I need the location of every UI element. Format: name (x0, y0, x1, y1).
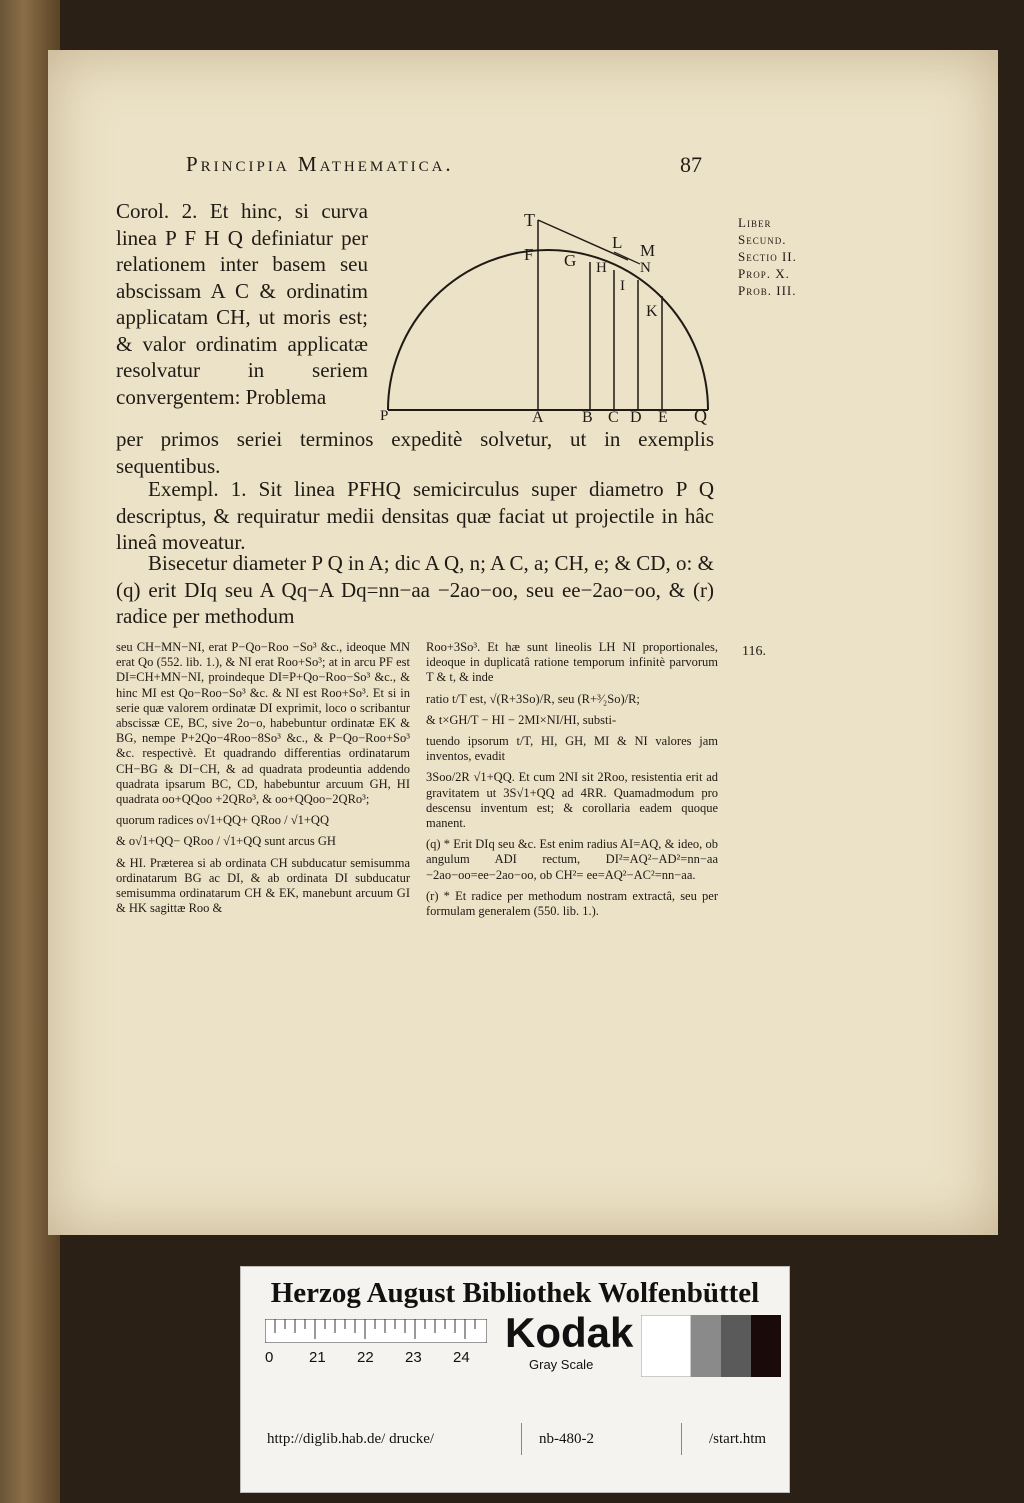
label-C: C (608, 409, 619, 426)
note-formula: quorum radices o√1+QQ+ QRoo / √1+QQ (116, 813, 329, 828)
library-target-card (240, 1266, 790, 1493)
ruler-scale-icon (265, 1319, 487, 1343)
label-H: H (596, 260, 607, 276)
library-title: Herzog August Bibliothek Wolfenbüttel (270, 1277, 760, 1309)
margin-note-line: Sectio II. (738, 249, 797, 264)
ruler-number: 0 (265, 1349, 274, 1366)
note-paragraph: 3Soo/2R √1+QQ. Et cum 2NI sit 2Roo, resistentia erit ad gravitatem ut 3S√1+QQ ad 4RR. Quamadmodum pro descensu inventum est; & corollaria eadem quoque manent. (426, 770, 718, 831)
note-paragraph: & HI. Præterea si ab ordinata CH subducatur semisumma ordinatarum BG ac DI, & ab ordinata DI subducatur semisumma ordinatarum CH & EK, manebunt arcuum GI & HK sagittæ Roo & (116, 855, 410, 916)
label-M: M (640, 241, 656, 260)
notes-right-column (426, 640, 718, 925)
label-P: P (380, 408, 389, 424)
footnote-r: (r) * Et radice per methodum nostram extractâ, seu per formulam generalem (550. lib. 1.). (426, 888, 718, 919)
library-url: http://diglib.hab.de/ drucke/ (267, 1431, 435, 1447)
margin-note-line: Prop. X. (738, 266, 790, 281)
margin-note-line: Secund. (738, 232, 787, 247)
note-formula: ratio t/T est, √(R+3So)/R, seu (R+³⁄₂So)/R; (426, 691, 640, 706)
label-F: F (524, 245, 534, 264)
label-Q: Q (694, 406, 707, 426)
corollary-paragraph: Corol. 2. Et hinc, si curva linea P F H Q definiatur per relationem inter basem seu abscissam A C & ordinatim applicatam CH, ut moris est; & valor ordinatim applicatæ resolvatur in seriem convergentem: Problema (116, 199, 368, 409)
card-divider (521, 1423, 522, 1455)
note-paragraph: tuendo ipsorum t/T, HI, GH, MI & NI valores jam inventos, evadit (426, 734, 718, 764)
label-E: E (658, 409, 668, 426)
footnote-q: (q) * Erit DIq seu &c. Est enim radius AI=AQ, & ideo, ob angulum ADI rectum, DI²=AQ²−AD²=nn−aa −2ao−oo=ee−2ao−oo, ob CH²= ee=AQ²−AC²=nn−aa. (426, 837, 718, 882)
running-title: Principia Mathematica. (186, 152, 454, 176)
label-N: N (640, 260, 651, 276)
corollary-continuation: per primos seriei terminos expeditè solvetur, ut in exemplis sequentibus. (116, 427, 714, 478)
label-B: B (582, 409, 593, 426)
ruler-number: 23 (405, 1349, 422, 1366)
label-A: A (532, 409, 544, 426)
note-formula: & o√1+QQ− QRoo / √1+QQ sunt arcus GH (116, 834, 336, 849)
gray-patches-icon (641, 1315, 781, 1377)
notes-left-column (116, 640, 410, 922)
shelfmark-code: nb-480-2 (539, 1431, 594, 1447)
label-D: D (630, 409, 642, 426)
segment-LM (614, 252, 640, 264)
example-paragraph: Exempl. 1. Sit linea PFHQ semicirculus super diametro P Q descriptus, & requiratur medii densitas quæ faciat ut projectile in hâc lineâ moveatur. (116, 477, 714, 554)
note-paragraph: seu CH−MN−NI, erat P−Qo−Roo −So³ &c., ideoque MN erat Qo (552. lib. 1.), & NI erat Roo+So³; at in arcu PF est DI=CH+MN−NI, proindeque DI=P+Qo−Roo−So³ &c., & hinc MI est Qo−Roo−So³ &c. & NI est Roo+So³. Et si in serie quæ valorem ordinatæ DI exprimit, loco o scribantur abscissæ CE, BC, sive 2o−o, habebuntur ordinatæ EK & BG, nempe P+2Qo−4Roo−8So³ &c., & P−Qo−Roo+So³ &c. respectivè. Et quadrando differentias ordinatarum CH−BG & DI−CH, & ad quadrata prodeuntia addendo quadrata ipsarum BC, CD, habebuntur arcuum GH, HI quadrata oo+QQoo +2QRo³, & oo+QQoo−2QRo³; (116, 640, 410, 807)
card-divider (681, 1423, 682, 1455)
label-L: L (612, 233, 623, 252)
label-G: G (564, 251, 577, 270)
bisecetur-paragraph: Bisecetur diameter P Q in A; dic A Q, n; A C, a; CH, e; & CD, o: & (q) erit DIq seu A Qq−A Dq=nn−aa −2ao−oo, seu ee−2ao−oo, & (r) radice per methodum (116, 551, 714, 628)
semicircle-figure (378, 200, 724, 426)
margin-note-line: Liber (738, 215, 772, 230)
page-number: 87 (680, 152, 702, 177)
ruler-number: 21 (309, 1349, 326, 1366)
start-path: /start.htm (709, 1431, 767, 1447)
label-K: K (646, 303, 658, 320)
margin-note-line: Prob. III. (738, 283, 797, 298)
note-formula: & t×GH/T − HI − 2MI×NI/HI, substi- (426, 712, 617, 727)
note-paragraph: Roo+3So³. Et hæ sunt lineolis LH NI proportionales, ideoque in duplicatâ ratione temporum infinitè parvorum T & t, & inde (426, 640, 718, 685)
margin-number: 116. (742, 644, 766, 659)
gray-scale-label: Gray Scale (529, 1357, 594, 1372)
kodak-logo: Kodak (505, 1309, 634, 1356)
ruler-number: 24 (453, 1349, 470, 1366)
margin-note (738, 214, 848, 299)
label-I: I (620, 278, 625, 294)
semicircle-arc (388, 250, 708, 410)
label-T: T (524, 210, 535, 230)
ruler-number: 22 (357, 1349, 374, 1366)
